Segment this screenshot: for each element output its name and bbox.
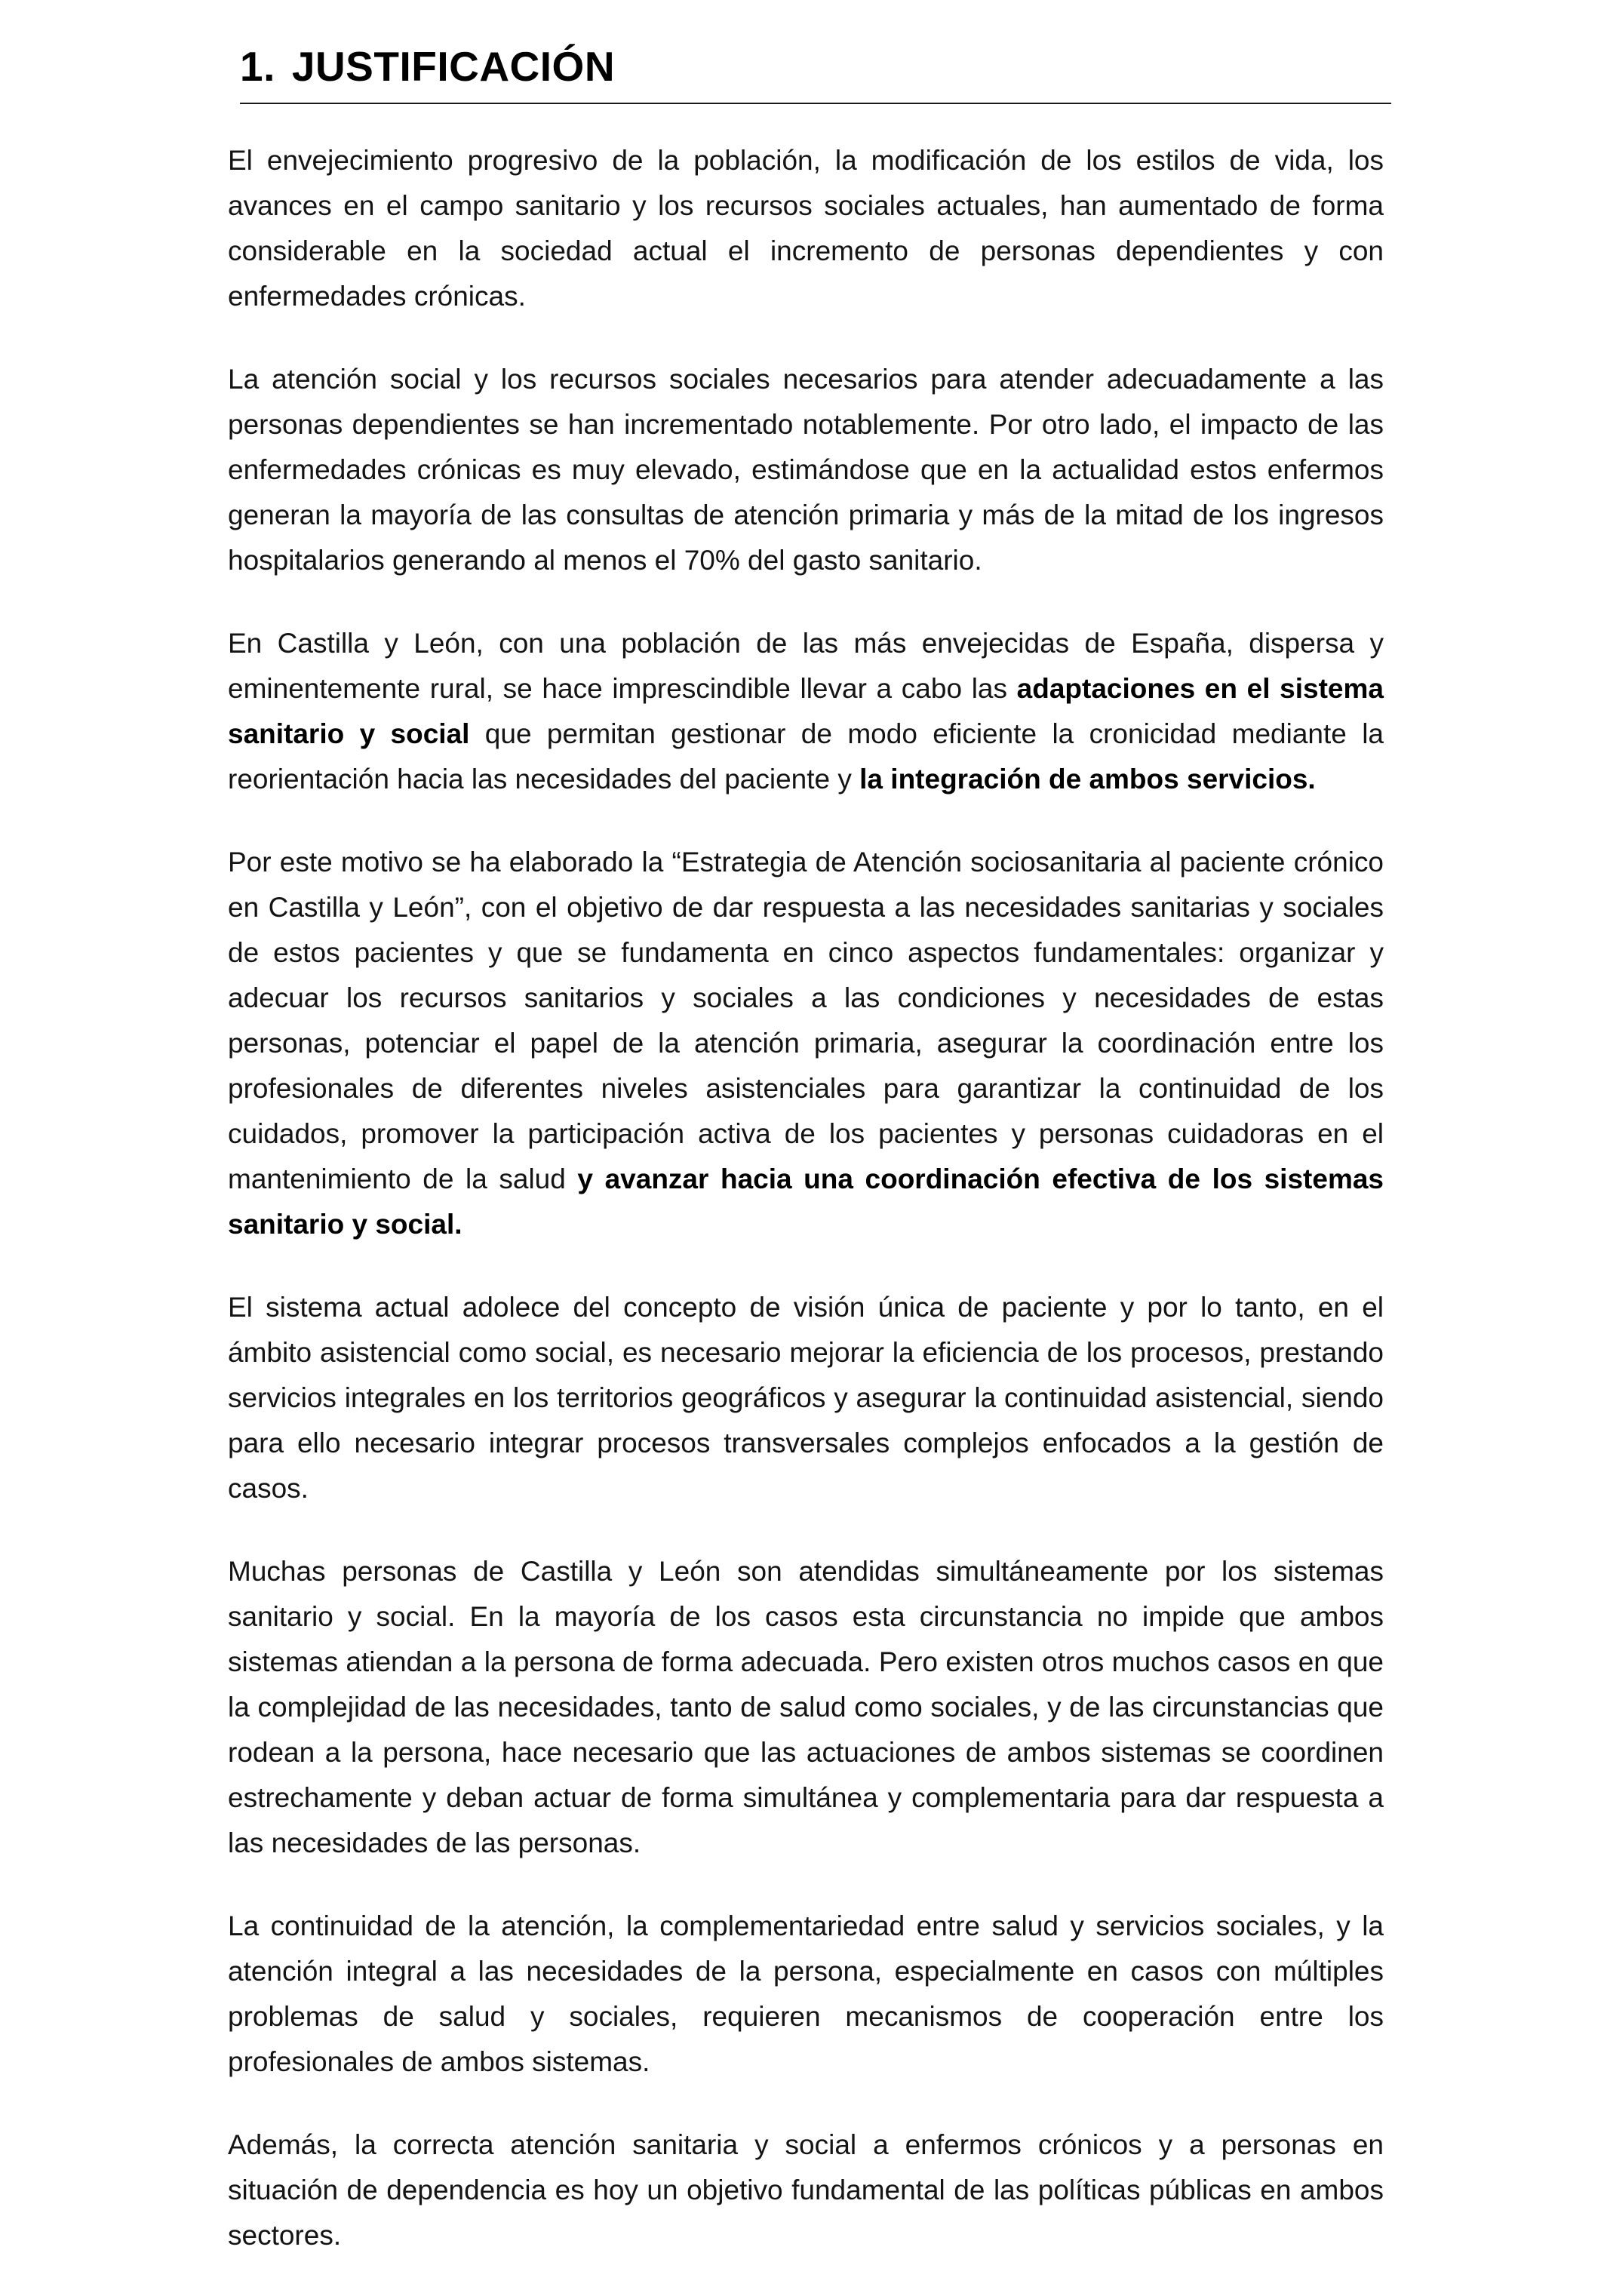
paragraph-4-text-a: Por este motivo se ha elaborado la “Estrategia de Atención sociosanitaria al paciente crónico en Castilla y León”, con el objetivo de dar respuesta a las necesidades sanitarias y sociales de estos pacientes y que se fundamenta en cinco aspectos fundamentales: organizar y adecuar los recursos sanitarios y sociales a las condiciones y necesidades de estas personas, potenciar el papel de la atención primaria, asegurar la coordinación entre los profesionales de diferentes niveles asistenciales para garantizar la continuidad de los cuidados, promover la participación activa de los pacientes y personas cuidadoras en el mantenimiento de la salud <box>228 847 1384 1194</box>
section-title <box>240 36 1391 97</box>
section-title-text: JUSTIFICACIÓN <box>291 43 616 90</box>
paragraph-4-bold-a: y avanzar hacia una coordinación efectiva de los sistemas sanitario y social. <box>228 1163 1384 1240</box>
section-number: 1. <box>240 43 275 90</box>
paragraph-8: Además, la correcta atención sanitaria y social a enfermos crónicos y a personas en situación de dependencia es hoy un objetivo fundamental de las políticas públicas en ambos sectores. <box>228 2129 1384 2251</box>
section-heading <box>240 36 1391 104</box>
body-text <box>228 138 1384 2296</box>
paragraph-3 <box>228 621 1384 802</box>
paragraph-3-text-b: que permitan gestionar de modo eficiente la cronicidad mediante la reorientación hacia las necesidades del paciente y <box>228 718 1384 795</box>
paragraph-4 <box>228 840 1384 1247</box>
paragraph-1: El envejecimiento progresivo de la población, la modificación de los estilos de vida, los avances en el campo sanitario y los recursos sociales actuales, han aumentado de forma considerable en la sociedad actual el incremento de personas dependientes y con enfermedades crónicas. <box>228 145 1384 312</box>
paragraph-3-text-a: En Castilla y León, con una población de las más envejecidas de España, dispersa y eminentemente rural, se hace imprescindible llevar a cabo las <box>228 628 1384 704</box>
paragraph-2: La atención social y los recursos sociales necesarios para atender adecuadamente a las personas dependientes se han incrementado notablemente. Por otro lado, el impacto de las enfermedades crónicas es muy elevado, estimándose que en la actualidad estos enfermos generan la mayoría de las consultas de atención primaria y más de la mitad de los ingresos hospitalarios generando al menos el 70% del gasto sanitario. <box>228 364 1384 576</box>
paragraph-5: El sistema actual adolece del concepto de visión única de paciente y por lo tanto, en el ámbito asistencial como social, es necesario mejorar la eficiencia de los procesos, prestando servicios integrales en los territorios geográficos y asegurar la continuidad asistencial, siendo para ello necesario integrar procesos transversales complejos enfocados a la gestión de casos. <box>228 1292 1384 1504</box>
paragraph-3-bold-a: adaptaciones en el sistema sanitario y social <box>228 673 1384 749</box>
paragraph-7: La continuidad de la atención, la complementariedad entre salud y servicios sociales, y la atención integral a las necesidades de la persona, especialmente en casos con múltiples problemas de salud y sociales, requieren mecanismos de cooperación entre los profesionales de ambos sistemas. <box>228 1910 1384 2077</box>
paragraph-6: Muchas personas de Castilla y León son atendidas simultáneamente por los sistemas sanitario y social. En la mayoría de los casos esta circunstancia no impide que ambos sistemas atiendan a la persona de forma adecuada. Pero existen otros muchos casos en que la complejidad de las necesidades, tanto de salud como sociales, y de las circunstancias que rodean a la persona, hace necesario que las actuaciones de ambos sistemas se coordinen estrechamente y deban actuar de forma simultánea y complementaria para dar respuesta a las necesidades de las personas. <box>228 1556 1384 1858</box>
paragraph-3-bold-b: la integración de ambos servicios. <box>859 764 1316 795</box>
